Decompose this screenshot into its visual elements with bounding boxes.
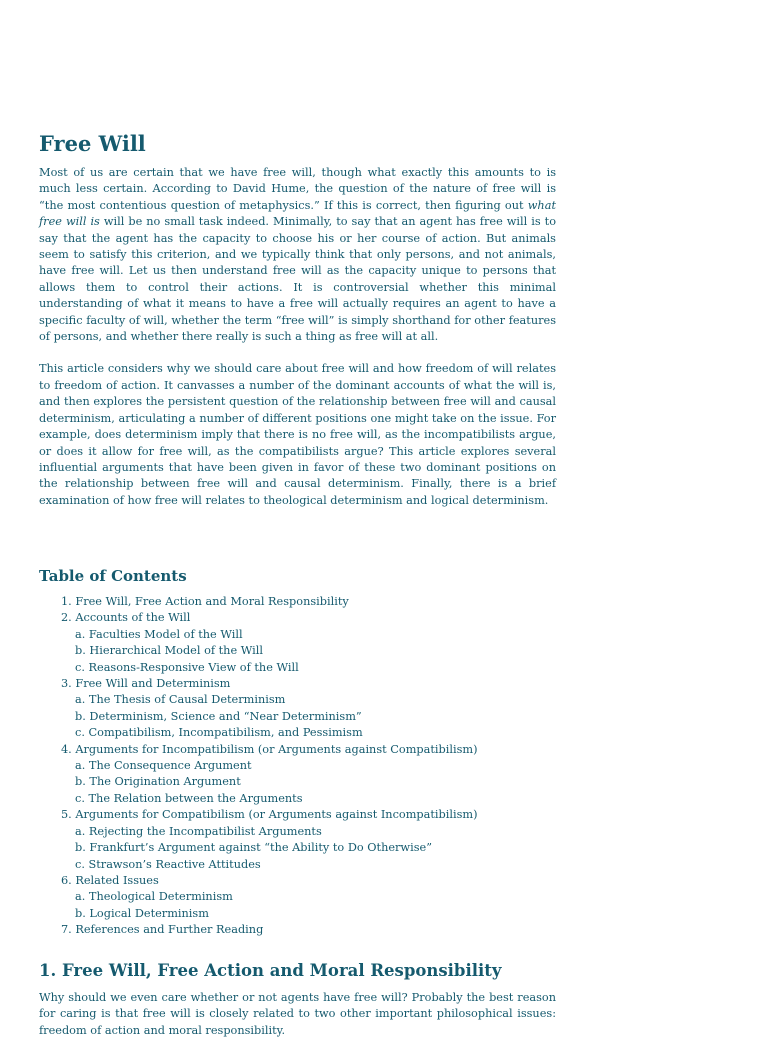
toc-link[interactable]: 1. Free Will, Free Action and Moral Responsibility	[61, 595, 349, 608]
toc-item	[61, 873, 556, 922]
toc-subitem	[75, 725, 556, 741]
toc-link[interactable]: 2. Accounts of the Will	[61, 611, 191, 625]
toc-sublink[interactable]: a. The Consequence Argument	[75, 759, 252, 773]
toc-item	[61, 742, 556, 808]
intro-p1-end: will be no small task indeed. Minimally, to say that an agent has free will is to say that the agent has the capacity to choose his or her course of action. But animals seem to satisfy this criterion, and we typically think that only persons, and not animals, have free will. Let us then understand free will as the capacity unique to persons that allows them to control their actions. It is controversial whether this minimal understanding of what it means to have a free will actually requires an agent to have a specific faculty of will, whether the term “free will” is simply shorthand for other features of persons, and whether there really is such a thing as free will at all.	[39, 215, 556, 344]
section-1-paragraph: Why should we even care whether or not agents have free will? Probably the best reason for caring is that free will is closely related to two other important philosophical issues: freedom of action and moral responsibility.	[39, 991, 556, 1037]
toc-sublink[interactable]: b. Logical Determinism	[75, 906, 209, 920]
toc-sublink[interactable]: b. The Origination Argument	[75, 775, 241, 789]
intro-paragraph-1	[39, 165, 556, 345]
toc-sublist	[61, 692, 556, 741]
toc-sublink[interactable]: a. Rejecting the Incompatibilist Arguments	[75, 824, 322, 838]
toc-link[interactable]: 7. References and Further Reading	[61, 923, 264, 937]
toc-subitem	[75, 774, 556, 790]
toc-subitem	[75, 857, 556, 873]
section-1	[39, 960, 556, 1055]
toc-sublist	[61, 627, 556, 676]
toc-item	[61, 610, 556, 676]
toc-sublink[interactable]: c. Compatibilism, Incompatibilism, and Pessimism	[75, 726, 363, 740]
toc-sublink[interactable]: b. Determinism, Science and “Near Determinism”	[75, 709, 362, 723]
toc-subitem	[75, 643, 556, 659]
intro-p1-emphasis: what free will is	[39, 198, 556, 229]
toc-link[interactable]: 6. Related Issues	[61, 873, 159, 887]
toc-sublink[interactable]: a. Theological Determinism	[75, 890, 233, 904]
toc-link[interactable]: 5. Arguments for Compatibilism (or Arguments against Incompatibilism)	[61, 808, 478, 822]
toc-subitem	[75, 692, 556, 708]
toc-sublink[interactable]: c. The Relation between the Arguments	[75, 791, 303, 805]
intro-p1-start: Most of us are certain that we have free will, though what exactly this amounts to is much less certain. According to David Hume, the question of the nature of free will is “the most contentious question of metaphysics.” If this is correct, then figuring out	[39, 166, 556, 212]
toc-sublink[interactable]: a. The Thesis of Causal Determinism	[75, 693, 286, 707]
toc-sublist	[61, 889, 556, 922]
toc-subitem	[75, 791, 556, 807]
toc-item	[61, 922, 556, 938]
article-title: Free Will	[39, 131, 146, 156]
toc-sublink[interactable]: b. Hierarchical Model of the Will	[75, 644, 263, 658]
intro-paragraph-2: This article considers why we should care about free will and how freedom of will relates to freedom of action. It canvasses a number of the dominant accounts of what the will is, and then explores the persistent question of the relationship between free will and causal determinism, articulating a number of different positions one might take on the issue. For example, does determinism imply that there is no free will, as the incompatibilists argue, or does it allow for free will, as the compatibilists argue? This article explores several influential arguments that have been given in favor of these two dominant positions on the relationship between free will and causal determinism. Finally, there is a brief examination of how free will relates to theological determinism and logical determinism.	[39, 362, 556, 507]
section-1-title: 1. Free Will, Free Action and Moral Responsibility	[39, 961, 502, 980]
toc-link[interactable]: 4. Arguments for Incompatibilism (or Arguments against Compatibilism)	[61, 742, 478, 756]
toc-sublink[interactable]: a. Faculties Model of the Will	[75, 627, 243, 641]
toc-subitem	[75, 660, 556, 676]
toc-link[interactable]: 3. Free Will and Determinism	[61, 677, 231, 691]
toc-subitem	[75, 709, 556, 725]
toc-sublink[interactable]: c. Strawson’s Reactive Attitudes	[75, 857, 261, 871]
toc-item	[61, 594, 556, 610]
toc-sublink[interactable]: b. Frankfurt’s Argument against “the Ability to Do Otherwise”	[75, 841, 432, 855]
toc-item	[61, 676, 556, 742]
toc-subitem	[75, 840, 556, 856]
toc-sublist	[61, 758, 556, 807]
toc-title: Table of Contents	[39, 567, 187, 585]
toc-list	[39, 594, 556, 939]
toc-subitem	[75, 824, 556, 840]
article-intro	[39, 165, 556, 525]
toc-subitem	[75, 627, 556, 643]
toc-subitem	[75, 906, 556, 922]
toc-subitem	[75, 758, 556, 774]
toc-subitem	[75, 889, 556, 905]
toc-item	[61, 807, 556, 873]
table-of-contents	[39, 566, 556, 939]
toc-sublist	[61, 824, 556, 873]
toc-sublink[interactable]: c. Reasons-Responsive View of the Will	[75, 660, 299, 674]
